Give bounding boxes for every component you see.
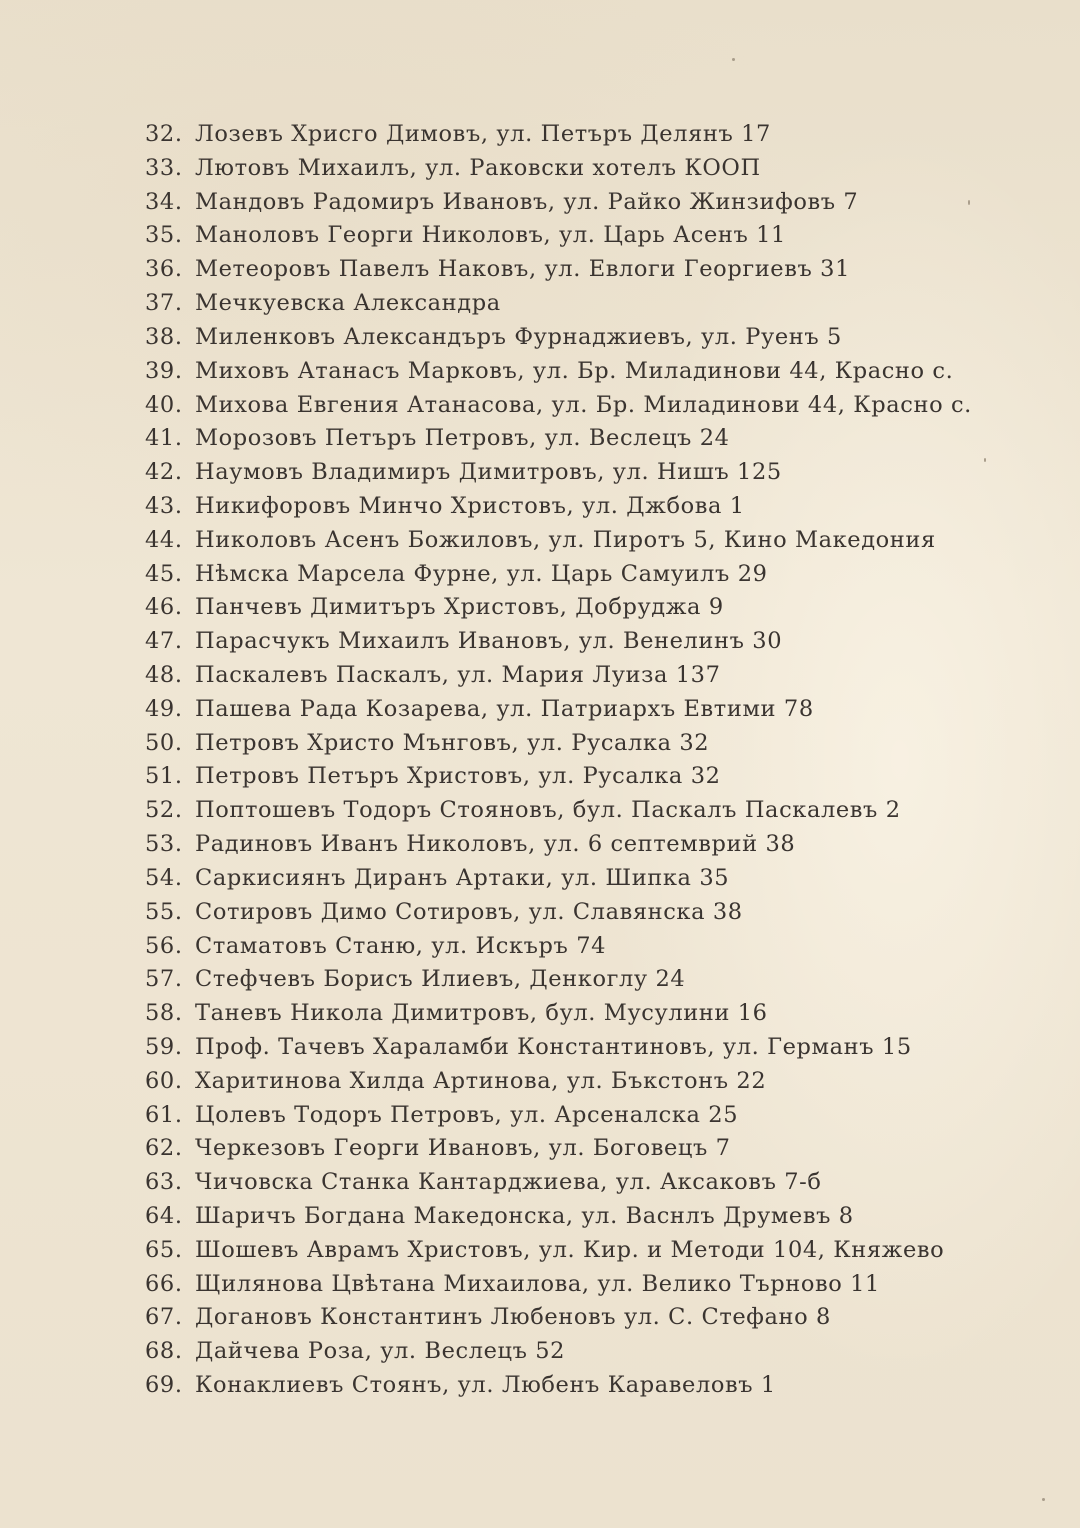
entry-number: 32. [145,121,183,147]
entry-number: 35. [145,222,183,249]
list-item [145,253,1045,287]
list-item [145,321,1045,355]
entry-number: 64. [145,1203,183,1229]
entry-number: 43. [145,492,183,519]
list-item [145,1335,1045,1369]
entry-text: Дайчева Роза, ул. Веслецъ 52 [195,1338,566,1365]
entry-number: 41. [145,425,183,452]
entry-text: Петровъ Христо Мънговъ, ул. Русалка 32 [195,729,710,756]
entry-text: Шаричъ Богдана Македонска, ул. Васнлъ Друмевъ 8 [195,1203,854,1229]
entry-number: 40. [145,391,183,418]
entry-text: Щилянова Цвѣтана Михаилова, ул. Велико Търново 11 [195,1270,880,1297]
entry-number: 68. [145,1338,183,1365]
entry-number: 39. [145,357,183,384]
entry-text: Паскалевъ Паскалъ, ул. Мария Луиза 137 [195,662,721,688]
entry-number: 50. [145,729,183,756]
entry-text: Парасчукъ Михаилъ Ивановъ, ул. Венелинъ 30 [195,628,783,655]
entry-text: Харитинова Хилда Артинова, ул. Бъкстонъ 22 [195,1067,767,1094]
list-item [145,524,1045,558]
list-item [145,591,1045,625]
entry-text: Миленковъ Александъръ Фурнаджиевъ, ул. Руенъ 5 [195,323,842,350]
entry-number: 53. [145,831,183,858]
entry-number: 60. [145,1067,183,1094]
entry-text: Николовъ Асенъ Божиловъ, ул. Пиротъ 5, Кино Македония [195,526,936,553]
entry-text: Морозовъ Петъръ Петровъ, ул. Веслецъ 24 [195,425,730,452]
entry-text: Догановъ Константинъ Любеновъ ул. С. Стефано 8 [195,1304,831,1331]
entry-text: Никифоровъ Минчо Христовъ, ул. Джбова 1 [195,492,745,519]
entry-text: Конаклиевъ Стоянъ, ул. Любенъ Каравеловъ 1 [195,1372,776,1399]
entry-text: Маноловъ Георги Николовъ, ул. Царь Асенъ 11 [195,222,786,249]
entry-number: 61. [145,1101,183,1128]
entry-text: Поптошевъ Тодоръ Стояновъ, бул. Паскалъ Паскалевъ 2 [195,797,901,824]
entry-text: Радиновъ Иванъ Николовъ, ул. 6 септемврий 38 [195,831,796,858]
entry-number: 58. [145,1000,183,1027]
entry-text: Черкезовъ Георги Ивановъ, ул. Боговецъ 7 [195,1135,731,1162]
entry-number: 52. [145,797,183,824]
entry-number: 55. [145,898,183,925]
entry-number: 45. [145,560,183,587]
list-item [145,1132,1045,1166]
entry-number: 42. [145,459,183,486]
list-item [145,693,1045,727]
entry-number: 47. [145,628,183,655]
entry-number: 37. [145,290,183,317]
entry-text: Панчевъ Димитъръ Христовъ, Добруджа 9 [195,594,724,621]
list-item [145,355,1045,389]
list-item [145,1065,1045,1099]
entry-text: Цолевъ Тодоръ Петровъ, ул. Арсеналска 25 [195,1101,739,1128]
list-item [145,760,1045,794]
list-item [145,1234,1045,1268]
entry-number: 49. [145,695,183,722]
list-item [145,219,1045,253]
entry-text: Миховъ Атанасъ Марковъ, ул. Бр. Миладинови 44, Красно с. [195,357,954,384]
list-item [145,930,1045,964]
entry-number: 38. [145,323,183,350]
list-item [145,625,1045,659]
entry-number: 65. [145,1236,183,1263]
entry-text: Мандовъ Радомиръ Ивановъ, ул. Райко Жинзифовъ 7 [195,188,859,215]
list-item [145,152,1045,186]
list-item [145,422,1045,456]
entry-text: Таневъ Никола Димитровъ, бул. Мусулини 16 [195,1000,768,1027]
entry-number: 51. [145,763,183,790]
entry-text: Чичовска Станка Кантарджиева, ул. Аксаковъ 7-б [195,1169,822,1196]
paper-speck [1042,1498,1045,1501]
registry-list [145,118,1045,1403]
entry-text: Саркисиянъ Диранъ Артаки, ул. Шипка 35 [195,864,730,891]
paper-speck [732,58,735,61]
entry-number: 59. [145,1033,183,1060]
entry-number: 44. [145,526,183,553]
entry-text: Наумовъ Владимиръ Димитровъ, ул. Нишъ 125 [195,459,782,486]
list-item [145,186,1045,220]
entry-text: Нѣмска Марсела Фурне, ул. Царь Самуилъ 29 [195,560,768,587]
entry-text: Михова Евгения Атанасова, ул. Бр. Миладинови 44, Красно с. [195,391,972,418]
entry-number: 46. [145,594,183,621]
entry-number: 48. [145,662,183,688]
entry-text: Шошевъ Аврамъ Христовъ, ул. Кир. и Методи 104, Княжево [195,1236,945,1263]
entry-number: 33. [145,154,183,181]
list-item [145,1200,1045,1234]
list-item [145,1301,1045,1335]
entry-number: 56. [145,932,183,959]
entry-text: Пашева Рада Козарева, ул. Патриархъ Евтими 78 [195,695,814,722]
list-item [145,828,1045,862]
entry-text: Петровъ Петъръ Христовъ, ул. Русалка 32 [195,763,721,790]
list-item [145,1268,1045,1302]
entry-text: Стефчевъ Борисъ Илиевъ, Денкоглу 24 [195,966,686,993]
list-item [145,727,1045,761]
entry-text: Лозевъ Хрисго Димовъ, ул. Петъръ Делянъ 17 [195,121,771,147]
list-item [145,456,1045,490]
entry-number: 34. [145,188,183,215]
entry-number: 67. [145,1304,183,1331]
entry-text: Стаматовъ Станю, ул. Искъръ 74 [195,932,607,959]
list-item [145,389,1045,423]
list-item [145,1031,1045,1065]
list-item [145,794,1045,828]
list-item [145,118,1045,152]
list-item [145,997,1045,1031]
entry-number: 66. [145,1270,183,1297]
entry-number: 54. [145,864,183,891]
list-item [145,287,1045,321]
list-item [145,1166,1045,1200]
entry-number: 57. [145,966,183,993]
list-item [145,659,1045,693]
entry-text: Метеоровъ Павелъ Наковъ, ул. Евлоги Георгиевъ 31 [195,256,850,283]
entry-text: Сотировъ Димо Сотировъ, ул. Славянска 38 [195,898,743,925]
list-item [145,1369,1045,1403]
list-item [145,490,1045,524]
entry-text: Мечкуевска Александра [195,290,501,317]
entry-number: 63. [145,1169,183,1196]
entry-text: Лютовъ Михаилъ, ул. Раковски хотелъ КООП [195,154,761,181]
list-item [145,558,1045,592]
entry-number: 36. [145,256,183,283]
list-item [145,896,1045,930]
list-item [145,862,1045,896]
list-item [145,1099,1045,1133]
entry-number: 62. [145,1135,183,1162]
entry-number: 69. [145,1372,183,1399]
list-item [145,963,1045,997]
entry-text: Проф. Тачевъ Хараламби Константиновъ, ул. Германъ 15 [195,1033,912,1060]
